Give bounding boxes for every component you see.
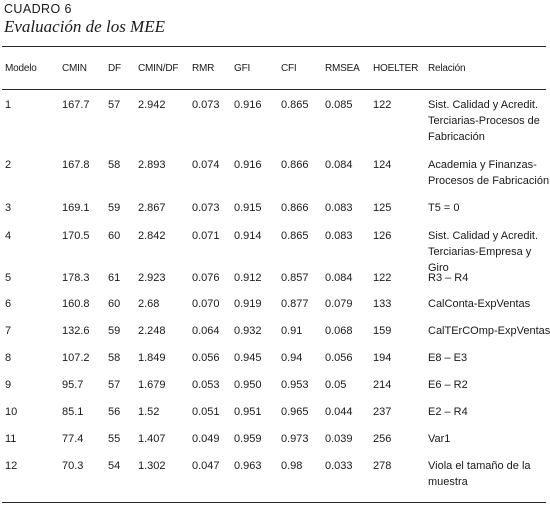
cell-hoelter: 214: [373, 379, 392, 391]
cell-gfi: 0.959: [234, 433, 262, 445]
cell-rmr: 0.070: [192, 298, 220, 310]
cell-rmr: 0.076: [192, 272, 220, 284]
header-cmin-df: CMIN/DF: [138, 63, 179, 74]
cell-modelo: 1: [5, 99, 12, 111]
cell-hoelter: 133: [373, 298, 392, 310]
cell-rmr: 0.049: [192, 433, 220, 445]
cell-cmin-df: 2.842: [138, 230, 166, 242]
cell-cfi: 0.94: [281, 352, 303, 364]
cell-df: 56: [108, 406, 121, 418]
cell-rmr: 0.051: [192, 406, 220, 418]
cell-rmsea: 0.079: [325, 298, 353, 310]
cell-df: 58: [108, 159, 121, 171]
cell-cmin: 132.6: [62, 325, 90, 337]
cell-modelo: 11: [5, 433, 17, 445]
cell-cmin-df: 1.849: [138, 352, 166, 364]
cell-rmr: 0.056: [192, 352, 220, 364]
cell-rmr: 0.064: [192, 325, 220, 337]
cell-rmsea: 0.056: [325, 352, 353, 364]
cell-gfi: 0.914: [234, 230, 262, 242]
cell-cfi: 0.965: [281, 406, 309, 418]
cell-df: 60: [108, 230, 121, 242]
cell-cmin-df: 2.248: [138, 325, 166, 337]
header-hoelter: HOELTER: [373, 63, 419, 74]
cell-cmin-df: 1.302: [138, 460, 166, 472]
cell-cmin-df: 2.867: [138, 202, 166, 214]
cell-rmsea: 0.085: [325, 99, 353, 111]
cell-gfi: 0.916: [234, 99, 262, 111]
cell-cmin-df: 1.407: [138, 433, 166, 445]
cell-relacion: Sist. Calidad y Acredit. Terciarias-Procesos de Fabricación: [428, 99, 540, 143]
cell-modelo: 5: [5, 272, 12, 284]
cell-cmin: 160.8: [62, 298, 90, 310]
cell-cfi: 0.865: [281, 99, 309, 111]
cell-modelo: 12: [5, 460, 18, 472]
cell-cmin-df: 1.52: [138, 406, 160, 418]
cell-modelo: 4: [5, 230, 12, 242]
cell-gfi: 0.945: [234, 352, 262, 364]
cell-rmsea: 0.033: [325, 460, 353, 472]
cell-rmr: 0.073: [192, 99, 220, 111]
cell-cmin: 95.7: [62, 379, 84, 391]
cell-cmin: 170.5: [62, 230, 90, 242]
cell-df: 60: [108, 298, 121, 310]
header-rmsea: RMSEA: [325, 63, 360, 74]
cell-cfi: 0.877: [281, 298, 309, 310]
cell-rmr: 0.047: [192, 460, 220, 472]
cell-rmsea: 0.039: [325, 433, 353, 445]
header-rule: [2, 89, 546, 90]
cell-cfi: 0.91: [281, 325, 303, 337]
cell-relacion: T5 = 0: [428, 202, 460, 214]
cell-gfi: 0.916: [234, 159, 262, 171]
cell-modelo: 8: [5, 352, 12, 364]
cell-df: 59: [108, 325, 121, 337]
header-relacion: Relación: [428, 63, 466, 74]
cell-cmin: 167.7: [62, 99, 90, 111]
cell-cmin: 178.3: [62, 272, 90, 284]
cell-hoelter: 237: [373, 406, 392, 418]
cell-df: 57: [108, 99, 121, 111]
cell-cmin: 169.1: [62, 202, 90, 214]
cell-cmin-df: 1.679: [138, 379, 166, 391]
cell-df: 54: [108, 460, 121, 472]
cell-rmsea: 0.068: [325, 325, 353, 337]
cell-gfi: 0.963: [234, 460, 262, 472]
cell-rmsea: 0.084: [325, 272, 353, 284]
cell-modelo: 9: [5, 379, 12, 391]
cell-gfi: 0.951: [234, 406, 262, 418]
cell-rmsea: 0.084: [325, 159, 353, 171]
header-gfi: GFI: [234, 63, 251, 74]
cell-gfi: 0.919: [234, 298, 262, 310]
cell-relacion: E8 – E3: [428, 352, 468, 364]
cell-hoelter: 125: [373, 202, 392, 214]
cell-modelo: 6: [5, 298, 12, 310]
cell-modelo: 10: [5, 406, 18, 418]
cell-modelo: 2: [5, 159, 12, 171]
header-modelo: Modelo: [5, 63, 37, 74]
cell-hoelter: 159: [373, 325, 392, 337]
cell-gfi: 0.932: [234, 325, 262, 337]
cell-hoelter: 194: [373, 352, 392, 364]
cell-relacion: Academia y Finanzas-Procesos de Fabricación: [428, 159, 550, 187]
cell-cmin-df: 2.923: [138, 272, 166, 284]
cell-relacion: Sist. Calidad y Acredit. Terciarias-Empresa y Giro: [428, 230, 539, 274]
cell-hoelter: 278: [373, 460, 392, 472]
cell-rmr: 0.073: [192, 202, 220, 214]
cell-cmin-df: 2.893: [138, 159, 166, 171]
cell-relacion: CalConta-ExpVentas: [428, 298, 531, 310]
cell-cmin-df: 2.68: [138, 298, 160, 310]
cell-relacion: R3 – R4: [428, 272, 469, 284]
cell-rmsea: 0.083: [325, 230, 353, 242]
cell-cmin: 107.2: [62, 352, 90, 364]
cell-gfi: 0.950: [234, 379, 262, 391]
cell-cfi: 0.857: [281, 272, 309, 284]
cell-df: 58: [108, 352, 121, 364]
cell-relacion: CalTErCOmp-ExpVentas: [428, 325, 550, 337]
bottom-rule: [2, 502, 546, 503]
cell-gfi: 0.915: [234, 202, 262, 214]
cell-relacion: E2 – R4: [428, 406, 468, 418]
cell-df: 59: [108, 202, 121, 214]
cell-rmr: 0.071: [192, 230, 220, 242]
header-df: DF: [108, 63, 121, 74]
cell-relacion: Var1: [428, 433, 451, 445]
cell-hoelter: 126: [373, 230, 392, 242]
cell-cmin: 70.3: [62, 460, 84, 472]
cell-cfi: 0.866: [281, 159, 309, 171]
cell-cfi: 0.973: [281, 433, 309, 445]
cell-df: 61: [108, 272, 121, 284]
cell-cfi: 0.865: [281, 230, 309, 242]
cell-cmin-df: 2.942: [138, 99, 166, 111]
cell-gfi: 0.912: [234, 272, 262, 284]
table-caption-label: CUADRO 6: [4, 2, 72, 16]
cell-relacion: E6 – R2: [428, 379, 468, 391]
cell-cmin: 85.1: [62, 406, 84, 418]
cell-cfi: 0.866: [281, 202, 309, 214]
top-rule: [2, 46, 546, 47]
cell-cfi: 0.953: [281, 379, 309, 391]
header-rmr: RMR: [192, 63, 215, 74]
cell-rmr: 0.053: [192, 379, 220, 391]
cell-modelo: 3: [5, 202, 12, 214]
cell-relacion: Viola el tamaño de la muestra: [428, 460, 531, 488]
cell-hoelter: 256: [373, 433, 392, 445]
cell-cmin: 167.8: [62, 159, 90, 171]
cell-rmsea: 0.044: [325, 406, 353, 418]
cell-cfi: 0.98: [281, 460, 303, 472]
table-title: Evaluación de los MEE: [4, 17, 165, 36]
header-cfi: CFI: [281, 63, 297, 74]
cell-hoelter: 122: [373, 272, 392, 284]
cell-df: 55: [108, 433, 121, 445]
header-cmin: CMIN: [62, 63, 87, 74]
cell-rmsea: 0.05: [325, 379, 347, 391]
cell-df: 57: [108, 379, 121, 391]
cell-rmr: 0.074: [192, 159, 220, 171]
cell-hoelter: 122: [373, 99, 392, 111]
cell-hoelter: 124: [373, 159, 392, 171]
cell-rmsea: 0.083: [325, 202, 353, 214]
cell-modelo: 7: [5, 325, 12, 337]
cell-cmin: 77.4: [62, 433, 84, 445]
